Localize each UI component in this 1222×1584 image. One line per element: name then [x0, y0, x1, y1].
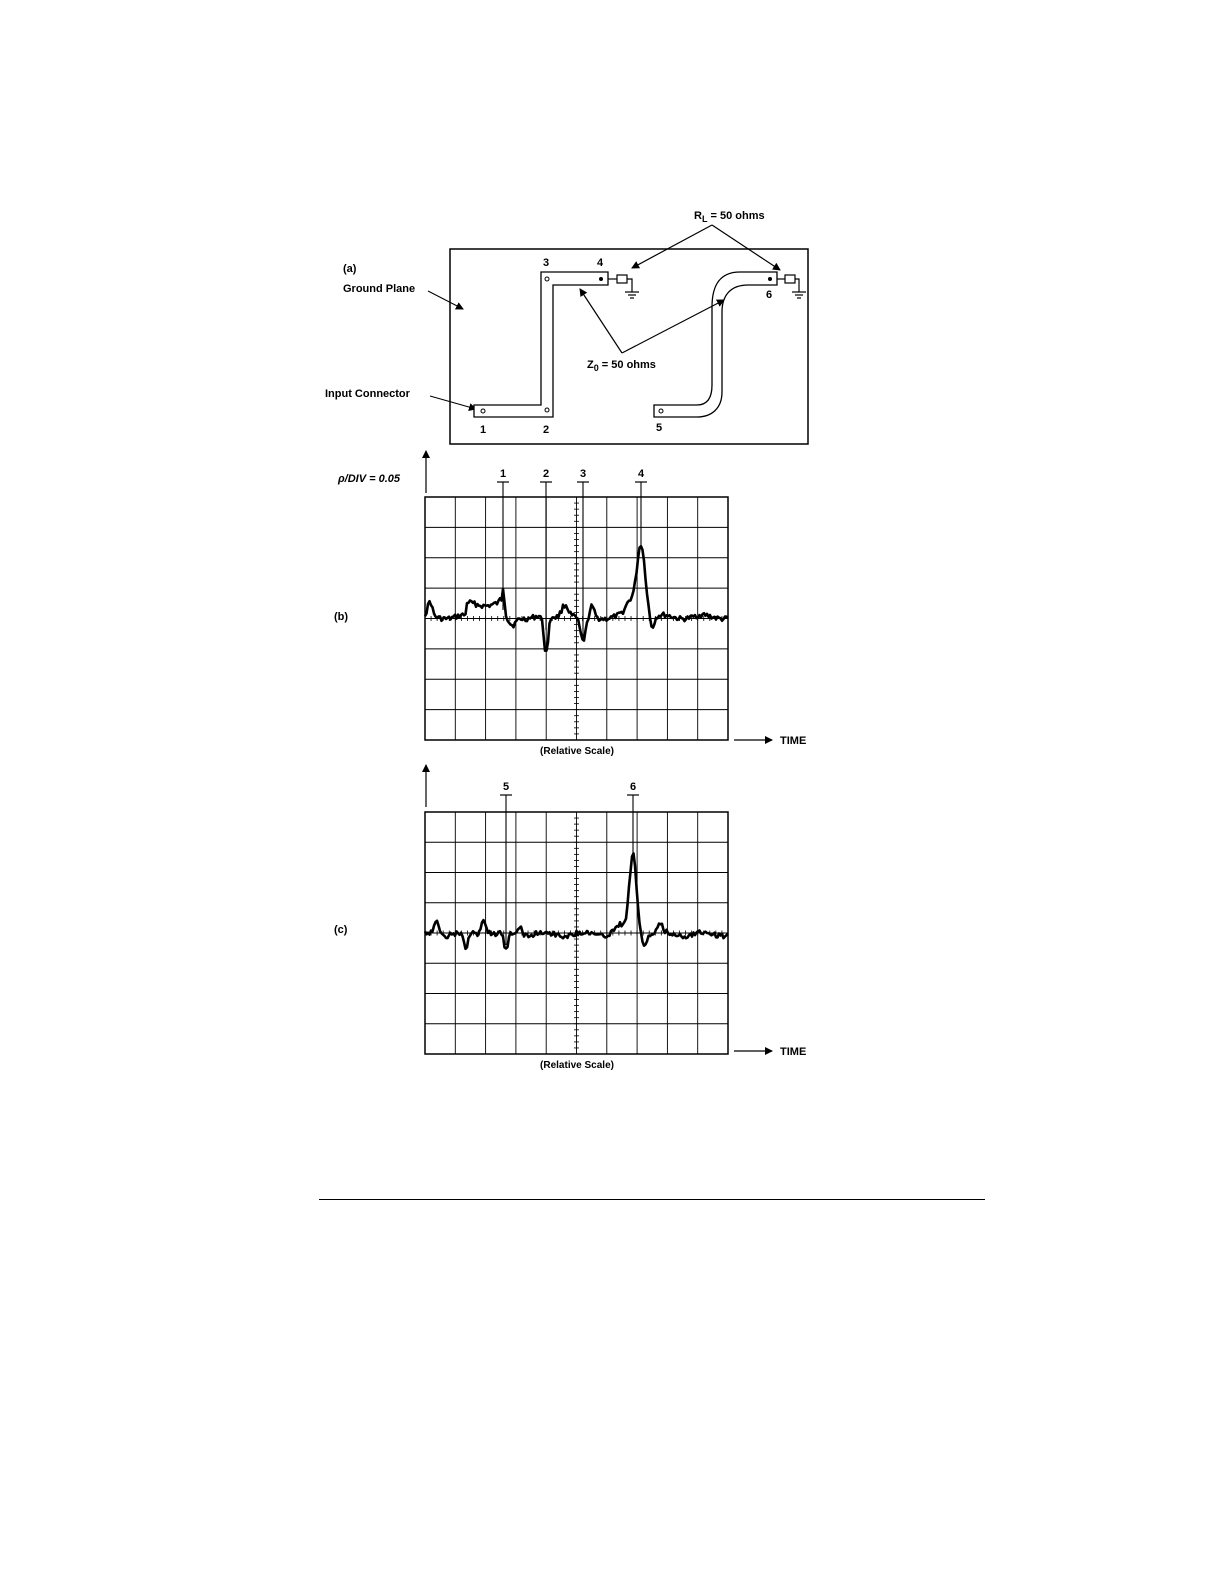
panel-c-x-caption: (Relative Scale) [540, 1060, 614, 1071]
load-resistor-6 [785, 275, 795, 283]
panel-c-time-label: TIME [780, 1046, 807, 1058]
rho-per-div-label: ρ/DIV = 0.05 [338, 473, 400, 485]
panel-c-marker-label: 5 [502, 781, 510, 793]
panel-c-markers [500, 781, 639, 945]
rl-arrow-6 [712, 225, 780, 270]
ground-plane-arrow [428, 291, 463, 309]
node-3-label: 3 [543, 257, 550, 269]
node-4-label: 4 [597, 257, 604, 269]
z0-arrow-right [622, 300, 724, 353]
node-4-point [599, 277, 603, 281]
node-6-point [768, 277, 772, 281]
panel-b-marker-label: 2 [542, 468, 550, 480]
node-3-point [545, 277, 549, 281]
node-2-label: 2 [543, 424, 550, 436]
node-2-point [545, 408, 549, 412]
panel-c-tag: (c) [334, 924, 348, 936]
ground-plane-label: Ground Plane [343, 283, 416, 295]
panel-b-time-label: TIME [780, 735, 807, 747]
z0-arrow-left [580, 289, 622, 353]
input-connector-label: Input Connector [325, 388, 410, 400]
trace-right [654, 272, 777, 417]
rl-arrow-4 [632, 225, 712, 268]
panel-b-marker-label: 3 [579, 468, 587, 480]
node-6-label: 6 [766, 289, 773, 301]
input-connector-arrow [430, 396, 476, 409]
node-1-label: 1 [480, 424, 487, 436]
footer-rule [319, 1199, 985, 1200]
node-1-point [481, 409, 485, 413]
panel-c-tdr-plot [334, 765, 806, 1071]
panel-b-marker-label: 4 [637, 468, 645, 480]
trace-left [474, 272, 608, 417]
z0-label: $Z_0 = 50$ ohms [587, 359, 656, 373]
panel-b-marker-label: 1 [499, 468, 507, 480]
node-5-point [659, 409, 663, 413]
panel-b-tdr-plot [334, 451, 806, 757]
panel-c-marker-label: 6 [629, 781, 637, 793]
panel-a-board-diagram [325, 210, 808, 444]
rl-label: $R_L = 50$ ohms [694, 210, 765, 224]
panel-a-tag: (a) [343, 263, 357, 275]
panel-b-tag: (b) [334, 611, 349, 623]
panel-b-x-caption: (Relative Scale) [540, 746, 614, 757]
load-resistor-4 [617, 275, 627, 283]
node-5-label: 5 [656, 422, 663, 434]
